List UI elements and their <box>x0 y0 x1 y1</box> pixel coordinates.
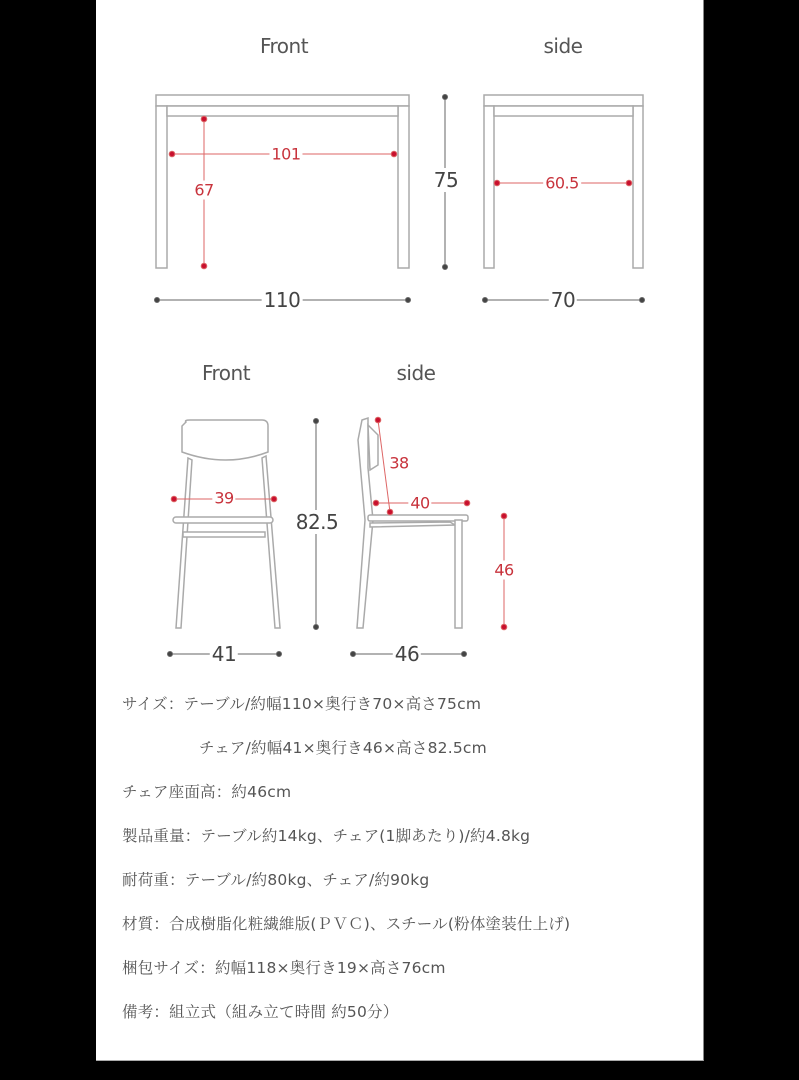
table-inner-height: 67 <box>194 180 214 200</box>
chair-front-drawing <box>173 420 280 628</box>
chair-seat-depth: 40 <box>410 493 430 513</box>
table-inner-width: 101 <box>271 144 301 164</box>
spec-load-capacity: 耐荷重：テーブル/約80kg、チェア/約90kg <box>122 871 430 889</box>
spec-weight: 製品重量：テーブル約14kg、チェア(1脚あたり)/約4.8kg <box>122 827 531 845</box>
chair-overall-depth: 46 <box>394 642 420 666</box>
spec-notes: 備考：組立式（組み立て時間 約50分） <box>122 1003 399 1021</box>
table-front-label: Front <box>259 34 309 58</box>
chair-front-label: Front <box>201 361 251 385</box>
chair-backrest-height: 38 <box>389 453 409 473</box>
spec-size-table: サイズ：テーブル/約幅110×奥行き70×高さ75cm <box>122 695 482 713</box>
table-overall-depth: 70 <box>550 288 576 312</box>
spec-seat-height: チェア座面高：約46cm <box>122 783 292 801</box>
chair-seat-width: 39 <box>214 488 234 508</box>
table-inner-depth: 60.5 <box>545 173 579 193</box>
table-overall-width: 110 <box>263 288 301 312</box>
spec-list <box>122 690 692 1042</box>
spec-package-size: 梱包サイズ：約幅118×奥行き19×高さ76cm <box>122 959 446 977</box>
chair-height: 82.5 <box>295 510 339 534</box>
spec-size-chair: チェア/約幅41×奥行き46×高さ82.5cm <box>199 739 487 757</box>
spec-material: 材質：合成樹脂化粧繊維版(ＰＶＣ)、スチール(粉体塗装仕上げ) <box>122 915 571 933</box>
table-side-label: side <box>543 34 583 58</box>
chair-overall-width: 41 <box>211 642 237 666</box>
chair-side-drawing <box>357 418 468 628</box>
chair-side-label: side <box>396 361 436 385</box>
table-height: 75 <box>433 168 459 192</box>
chair-seat-height: 46 <box>494 560 514 580</box>
